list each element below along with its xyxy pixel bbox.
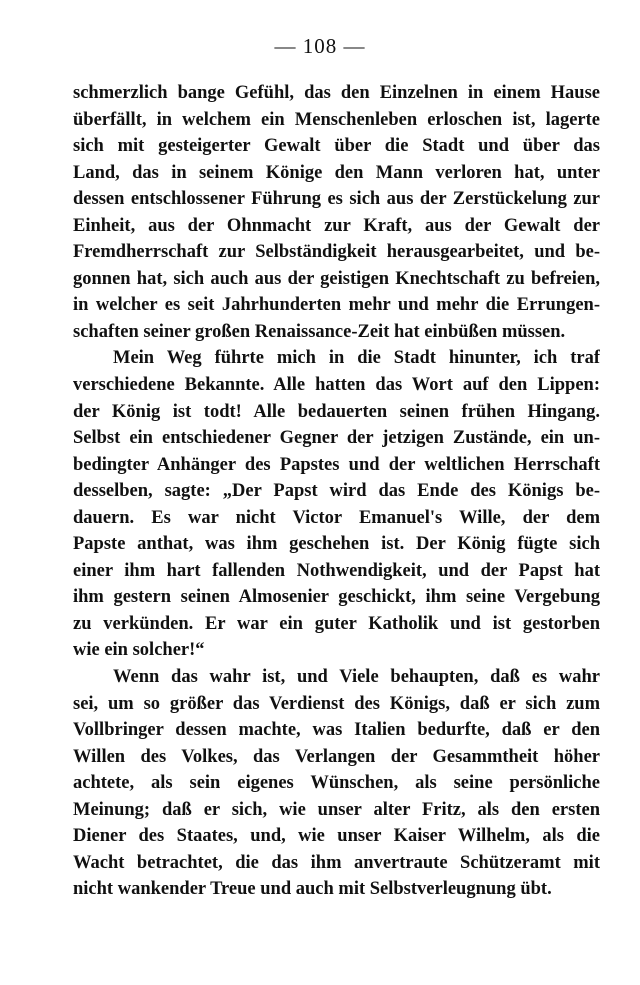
text-line: in welcher es seit Jahrhunderten mehr und mehr die Errungen- bbox=[73, 295, 600, 316]
text-line: schmerzlich bange Gefühl, das den Einzelnen in einem Hause bbox=[73, 83, 600, 103]
text-line: achtete, als sein eigenes Wünschen, als seine persönliche bbox=[73, 773, 600, 794]
text-line: nicht wankender Treue und auch mit Selbstverleugnung übt. bbox=[73, 879, 552, 900]
text-line: Papste anthat, was ihm geschehen ist. Der König fügte sich bbox=[73, 534, 600, 555]
text-line: Diener des Staates, und, wie unser Kaiser Wilhelm, als die bbox=[73, 826, 600, 847]
text-line: Willen des Volkes, das Verlangen der Gesammtheit höher bbox=[73, 746, 600, 767]
text-line: Einheit, aus der Ohnmacht zur Kraft, aus der Gewalt der bbox=[73, 215, 600, 236]
text-line: desselben, sagte: „Der Papst wird das Ende des Königs be- bbox=[73, 481, 600, 502]
text-line: ihm gestern seinen Almosenier geschickt, ihm seine Vergebung bbox=[73, 587, 600, 608]
text-line: dauern. Es war nicht Victor Emanuel's Wille, der dem bbox=[73, 507, 600, 528]
text-line: schaften seiner großen Renaissance-Zeit hat einbüßen müssen. bbox=[73, 321, 566, 342]
text-line: Meinung; daß er sich, wie unser alter Fritz, als den ersten bbox=[73, 799, 600, 820]
text-line: Land, das in seinem Könige den Mann verloren hat, unter bbox=[73, 162, 600, 183]
text-line: Mein Weg führte mich in die Stadt hinunter, ich traf bbox=[113, 348, 600, 369]
text-line: wie ein solcher!“ bbox=[73, 640, 205, 661]
text-line: der König ist todt! Alle bedauerten seinen frühen Hingang. bbox=[73, 401, 600, 422]
text-line: Vollbringer dessen machte, was Italien bedurfte, daß er den bbox=[73, 720, 600, 741]
text-line: zu verkünden. Er war ein guter Katholik und ist gestorben bbox=[73, 613, 600, 634]
text-line: gonnen hat, sich auch aus der geistigen Knechtschaft zu befreien, bbox=[73, 268, 600, 289]
text-line: sei, um so größer das Verdienst des Königs, daß er sich zum bbox=[73, 693, 600, 714]
text-line: Fremdherrschaft zur Selbständigkeit herausgearbeitet, und be- bbox=[73, 242, 600, 263]
text-line: bedingter Anhänger des Papstes und der weltlichen Herrschaft bbox=[73, 454, 600, 475]
text-line: einer ihm hart fallenden Nothwendigkeit, und der Papst hat bbox=[73, 560, 600, 581]
text-line: überfällt, in welchem ein Menschenleben erloschen ist, lagerte bbox=[73, 109, 600, 130]
text-line: Wacht betrachtet, die das ihm anvertraute Schützeramt mit bbox=[73, 852, 600, 873]
page-number: — 108 — bbox=[274, 34, 366, 58]
text-line: verschiedene Bekannte. Alle hatten das Wort auf den Lippen: bbox=[73, 375, 600, 396]
text-line: sich mit gesteigerter Gewalt über die Stadt und über das bbox=[73, 136, 600, 157]
text-line: Wenn das wahr ist, und Viele behaupten, daß es wahr bbox=[113, 667, 600, 688]
text-line: dessen entschlossener Führung es sich aus der Zerstückelung zur bbox=[73, 189, 600, 210]
body-text bbox=[73, 80, 600, 903]
text-line: Selbst ein entschiedener Gegner der jetzigen Zustände, ein un- bbox=[73, 428, 600, 449]
